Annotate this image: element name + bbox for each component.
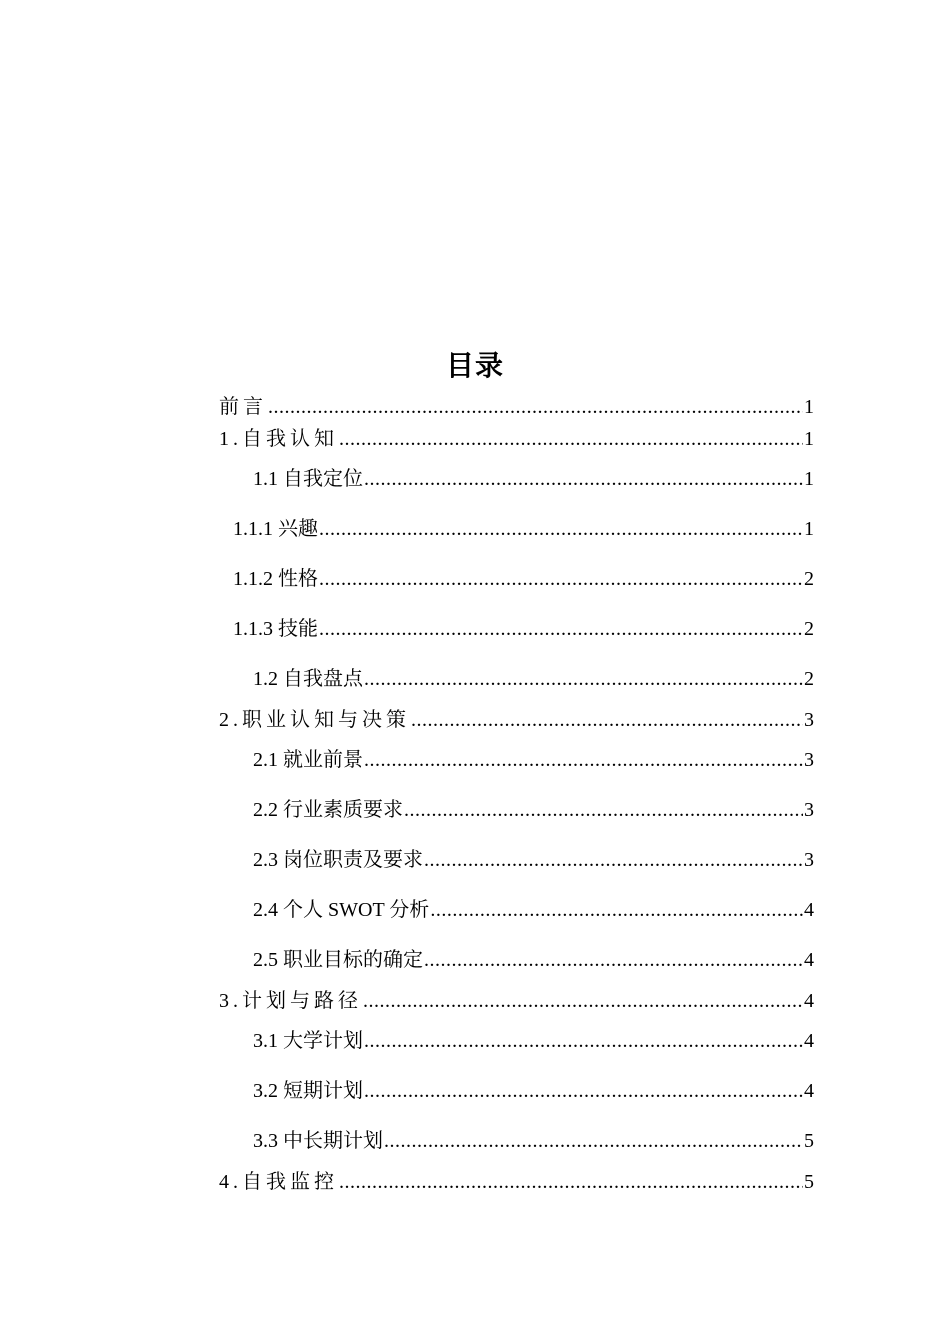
toc-entry-label: 2.1 就业前景 bbox=[253, 749, 363, 771]
toc-entry-2-4[interactable] bbox=[253, 895, 814, 925]
toc-entry-label: 2.职业认知与决策 bbox=[219, 709, 410, 731]
toc-page-number: 1 bbox=[804, 428, 814, 450]
toc-leader-dots bbox=[268, 392, 803, 422]
toc-leader-dots bbox=[364, 745, 803, 775]
toc-page-number: 5 bbox=[804, 1130, 814, 1152]
toc-page-number: 3 bbox=[804, 849, 814, 871]
toc-leader-dots bbox=[424, 845, 803, 875]
toc-leader-dots bbox=[363, 986, 803, 1016]
toc-leader-dots bbox=[339, 424, 803, 454]
toc-entry-label: 3.3 中长期计划 bbox=[253, 1130, 383, 1152]
toc-entry-4[interactable] bbox=[219, 1167, 814, 1197]
toc-leader-dots bbox=[411, 705, 803, 735]
toc-page-number: 2 bbox=[804, 568, 814, 590]
toc-leader-dots bbox=[364, 1026, 803, 1056]
toc-entry-label: 前言 bbox=[219, 396, 267, 418]
toc-page-number: 3 bbox=[804, 709, 814, 731]
toc-leader-dots bbox=[339, 1167, 803, 1197]
toc-entry-label: 2.4 个人 SWOT 分析 bbox=[253, 899, 430, 921]
toc-page-number: 1 bbox=[804, 518, 814, 540]
toc-page-number: 4 bbox=[804, 1080, 814, 1102]
toc-page-number: 1 bbox=[804, 396, 814, 418]
toc-page-number: 1 bbox=[804, 468, 814, 490]
toc-entry-1-1-2[interactable] bbox=[233, 564, 814, 594]
toc-leader-dots bbox=[319, 564, 803, 594]
toc-leader-dots bbox=[319, 614, 803, 644]
toc-entry-1[interactable] bbox=[219, 424, 814, 454]
toc-entry-label: 1.2 自我盘点 bbox=[253, 668, 363, 690]
toc-page-number: 2 bbox=[804, 618, 814, 640]
toc-entry-1-1-1[interactable] bbox=[233, 514, 814, 544]
toc-entry-preface[interactable] bbox=[219, 392, 814, 422]
toc-entry-3[interactable] bbox=[219, 986, 814, 1016]
toc-entry-label: 1.1 自我定位 bbox=[253, 468, 363, 490]
toc-page-number: 5 bbox=[804, 1171, 814, 1193]
toc-entry-label: 3.2 短期计划 bbox=[253, 1080, 363, 1102]
toc-entry-label: 3.1 大学计划 bbox=[253, 1030, 363, 1052]
toc-page-number: 3 bbox=[804, 749, 814, 771]
toc-entry-label: 1.1.1 兴趣 bbox=[233, 518, 318, 540]
toc-entry-label: 1.1.2 性格 bbox=[233, 568, 318, 590]
toc-leader-dots bbox=[319, 514, 803, 544]
toc-entry-label: 2.2 行业素质要求 bbox=[253, 799, 403, 821]
toc-entry-3-1[interactable] bbox=[253, 1026, 814, 1056]
toc-page-number: 4 bbox=[804, 990, 814, 1012]
toc-entry-label: 4.自我监控 bbox=[219, 1171, 338, 1193]
toc-page-number: 4 bbox=[804, 1030, 814, 1052]
toc-entry-2-1[interactable] bbox=[253, 745, 814, 775]
toc-leader-dots bbox=[430, 895, 803, 925]
toc-entry-label: 2.5 职业目标的确定 bbox=[253, 949, 423, 971]
toc-entry-2-3[interactable] bbox=[253, 845, 814, 875]
toc-page-number: 4 bbox=[804, 899, 814, 921]
toc-entry-1-2[interactable] bbox=[253, 664, 814, 694]
toc-entry-label: 1.自我认知 bbox=[219, 428, 338, 450]
toc-page-number: 3 bbox=[804, 799, 814, 821]
toc-entry-label: 1.1.3 技能 bbox=[233, 618, 318, 640]
toc-entry-3-2[interactable] bbox=[253, 1076, 814, 1106]
toc-entry-1-1-3[interactable] bbox=[233, 614, 814, 644]
toc-entry-2-2[interactable] bbox=[253, 795, 814, 825]
toc-entry-2-5[interactable] bbox=[253, 945, 814, 975]
toc-title: 目录 bbox=[445, 349, 504, 382]
toc-leader-dots bbox=[364, 464, 803, 494]
toc-leader-dots bbox=[424, 945, 803, 975]
toc-entry-1-1[interactable] bbox=[253, 464, 814, 494]
toc-entry-2[interactable] bbox=[219, 705, 814, 735]
toc-entry-label: 2.3 岗位职责及要求 bbox=[253, 849, 423, 871]
toc-entry-3-3[interactable] bbox=[253, 1126, 814, 1156]
toc-leader-dots bbox=[364, 664, 803, 694]
toc-page-number: 2 bbox=[804, 668, 814, 690]
toc-page-number: 4 bbox=[804, 949, 814, 971]
toc-leader-dots bbox=[364, 1076, 803, 1106]
toc-entry-label: 3.计划与路径 bbox=[219, 990, 362, 1012]
toc-leader-dots bbox=[404, 795, 803, 825]
toc-leader-dots bbox=[384, 1126, 803, 1156]
